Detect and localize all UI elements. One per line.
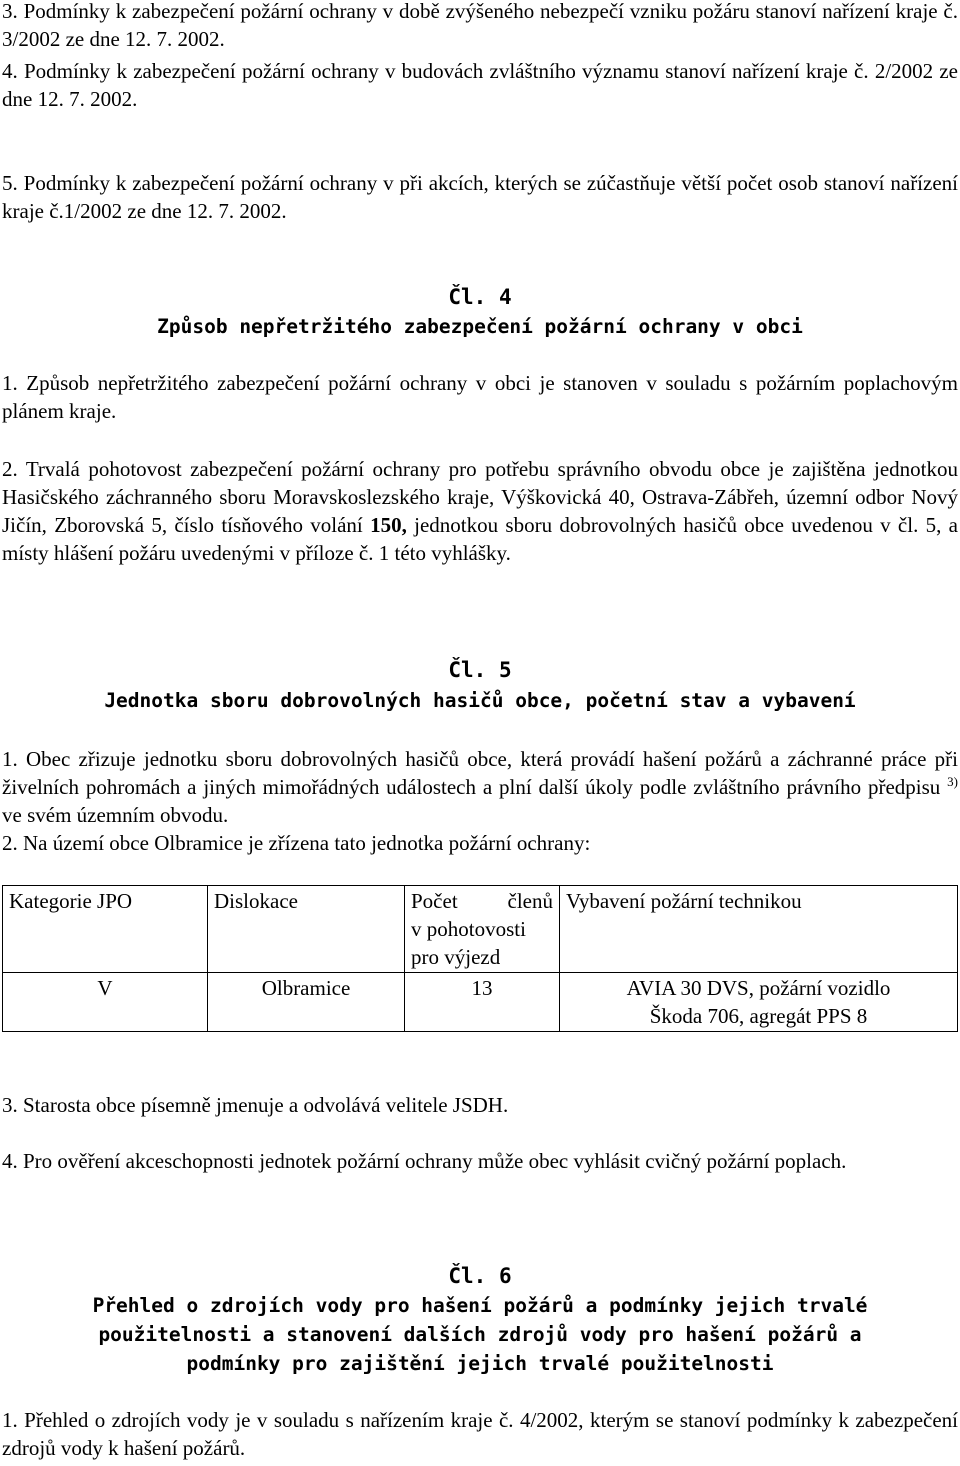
paragraph-item-3: 3. Podmínky k zabezpečení požární ochrany v době zvýšeného nebezpečí vzniku požáru stanoví nařízení kraje č. 3/2002 ze dne 12. 7. 2002. [2, 0, 958, 51]
header-equipment: Vybavení požární technikou [560, 886, 958, 973]
cell-equipment-line-1: AVIA 30 DVS, požární vozidlo [626, 976, 891, 1000]
header-members-line-3: pro výjezd [411, 945, 501, 969]
header-dislocation: Dislokace [208, 886, 405, 973]
fire-unit-table [2, 885, 958, 1032]
cell-dislocation: Olbramice [208, 973, 405, 1032]
header-members-line-2: v pohotovosti [411, 917, 526, 941]
header-category: Kategorie JPO [3, 886, 208, 973]
article-5-paragraph-4: 4. Pro ověření akceschopnosti jednotek požární ochrany může obec vyhlásit cvičný požární poplach. [2, 1149, 847, 1173]
article-4-number: Čl. 4 [448, 285, 512, 309]
article-4-paragraph-2-text-b: jednotkou sboru dobrovolných hasičů obce uvedenou v čl. 5, a místy hlášení požáru uvedenými v příloze č. 1 této vyhlášky. [2, 513, 958, 565]
article-4-paragraph-2-text-a: 2. Trvalá pohotovost zabezpečení požární ochrany pro potřebu správního obvodu obce je zajištěna jednotkou Hasičského záchranného sboru Moravskoslezského kraje, Výškovická 40, Ostrava-Zábřeh, územní odbor Nový Jičín, Zborovská 5, číslo tísňového volání [2, 457, 958, 537]
article-6-title-line-2: použitelnosti a stanovení dalších zdrojů vody pro hašení požárů a [98, 1323, 862, 1346]
table-header-row [3, 886, 958, 973]
article-5-paragraph-3: 3. Starosta obce písemně jmenuje a odvolává velitele JSDH. [2, 1093, 509, 1117]
article-5-paragraph-1-text-a: 1. Obec zřizuje jednotku sboru dobrovolných hasičů obce, která provádí hašení požárů a záchranné práce při živelních pohromách a jiných mimořádných událostech a plní další úkoly podle zvláštního právního předpisu [2, 747, 958, 799]
footnote-reference: 3) [947, 774, 958, 789]
article-5-paragraph-1-text-b: ve svém územním obvodu. [2, 803, 229, 827]
article-5-paragraph-1 [2, 745, 958, 829]
emergency-number: 150, [370, 513, 407, 537]
header-members [405, 886, 560, 973]
header-members-line-1: Počet členů [411, 889, 553, 913]
paragraph-item-5: 5. Podmínky k zabezpečení požární ochrany v při akcích, kterých se zúčastňuje větší počet osob stanoví nařízení kraje č.1/2002 ze dne 12. 7. 2002. [2, 171, 958, 223]
article-4-paragraph-1: 1. Způsob nepřetržitého zabezpečení požární ochrany v obci je stanoven v souladu s požárním poplachovým plánem kraje. [2, 371, 958, 423]
article-6-paragraph-1: 1. Přehled o zdrojích vody je v souladu s nařízením kraje č. 4/2002, kterým se stanoví podmínky k zabezpečení zdrojů vody k hašení požárů. [2, 1408, 958, 1460]
paragraph-item-4: 4. Podmínky k zabezpečení požární ochrany v budovách zvláštního významu stanoví nařízení kraje č. 2/2002 ze dne 12. 7. 2002. [2, 59, 958, 111]
article-6-number: Čl. 6 [448, 1264, 512, 1288]
article-6-title-line-3: podmínky pro zajištění jejich trvalé použitelnosti [186, 1352, 774, 1375]
article-5-title: Jednotka sboru dobrovolných hasičů obce, početní stav a vybavení [104, 689, 856, 712]
cell-equipment-line-2: Škoda 706, agregát PPS 8 [649, 1004, 868, 1028]
article-4-paragraph-2 [2, 455, 958, 567]
article-5-paragraph-2: 2. Na území obce Olbramice je zřízena tato jednotka požární ochrany: [2, 831, 591, 855]
cell-equipment [560, 973, 958, 1032]
cell-members: 13 [405, 973, 560, 1032]
article-5-number: Čl. 5 [448, 658, 512, 682]
article-4-title: Způsob nepřetržitého zabezpečení požární ochrany v obci [157, 315, 803, 338]
table-row [3, 973, 958, 1032]
article-6-title-line-1: Přehled o zdrojích vody pro hašení požárů a podmínky jejich trvalé [92, 1294, 868, 1317]
cell-category: V [3, 973, 208, 1032]
